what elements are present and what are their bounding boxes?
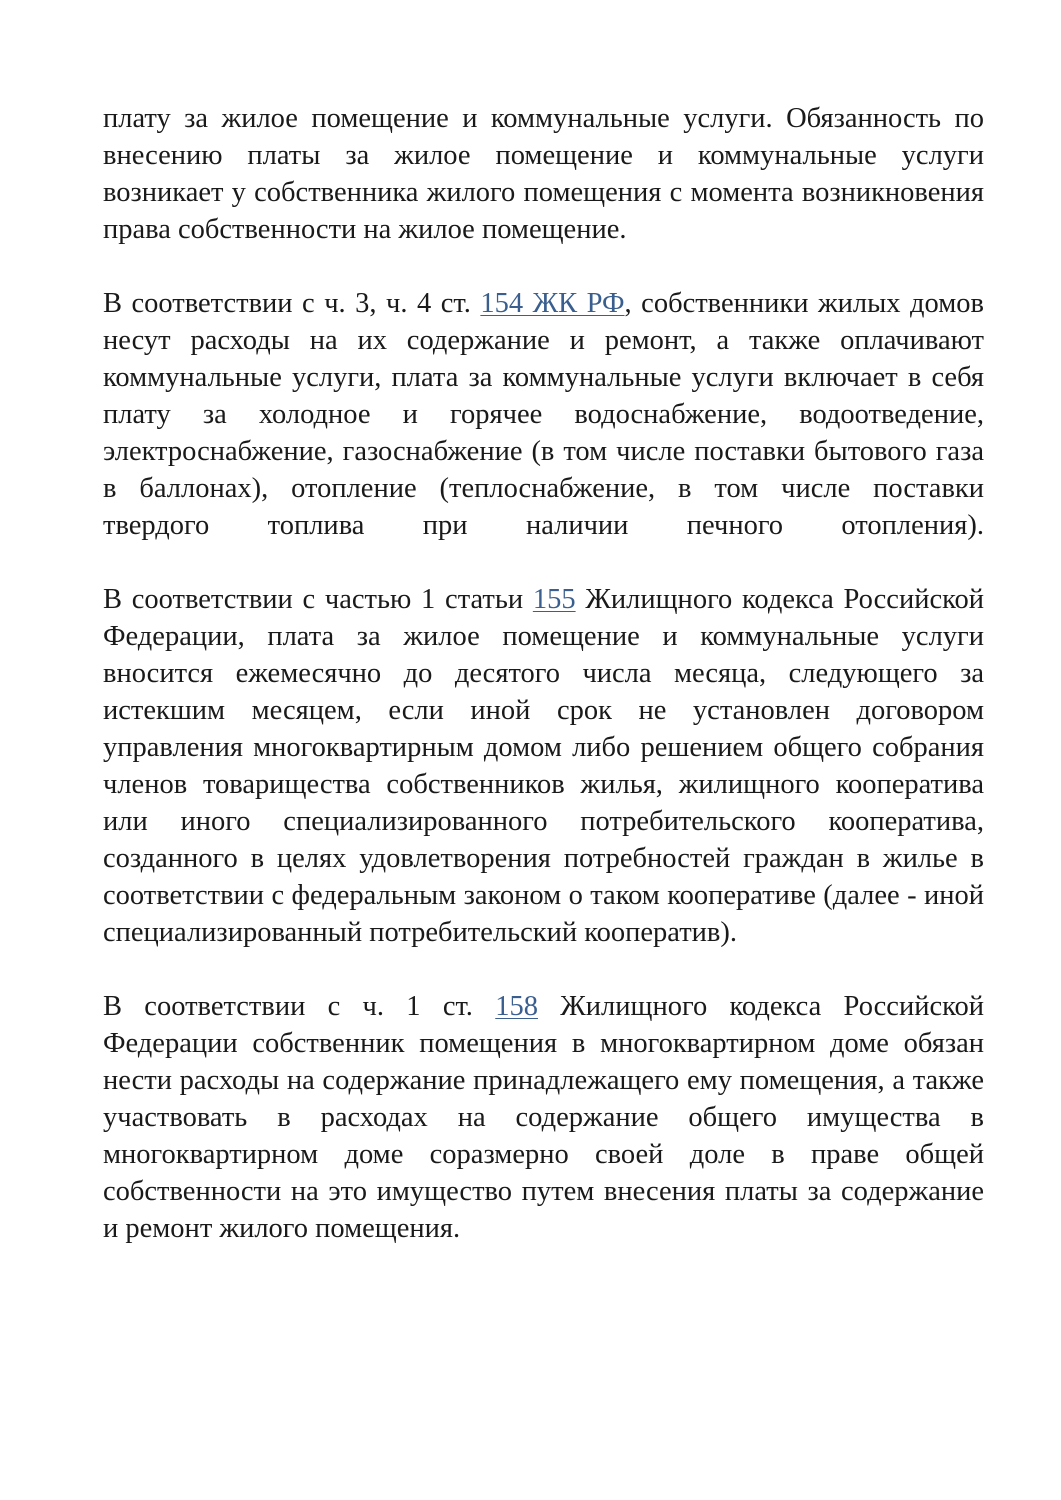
paragraph-text-before: В соответствии с частью 1 статьи bbox=[103, 584, 533, 615]
paragraph-payment-obligation: плату за жилое помещение и коммунальные услуги. Обязанность по внесению платы за жилое помещение и коммунальные услуги возникает у собственника жилого помещения с момента возникновения права собственности на жилое помещение. bbox=[103, 103, 984, 245]
paragraph-article-154 bbox=[103, 285, 984, 544]
paragraph-article-158 bbox=[103, 988, 984, 1247]
paragraph-article-155 bbox=[103, 581, 984, 951]
paragraph-text-after: , собственники жилых домов несут расходы на их содержание и ремонт, а также оплачивают коммунальные услуги, плата за коммунальные услуги включает в себя плату за холодное и горячее водоснабжение, водоотведение, электроснабжение, газоснабжение (в том числе поставки бытового газа в баллонах), отопление (теплоснабжение, в том числе поставки твердого топлива при наличии печного отопления). bbox=[103, 288, 984, 541]
paragraph-text-after: Жилищного кодекса Российской Федерации, плата за жилое помещение и коммунальные услуги вносится ежемесячно до десятого числа месяца, следующего за истекшим месяцем, если иной срок не установлен договором управления многоквартирным домом либо решением общего собрания членов товарищества собственников жилья, жилищного кооператива или иного специализированного потребительского кооператива, созданного в целях удовлетворения потребностей граждан в жилье в соответствии с федеральным законом о таком кооперативе (далее - иной специализированный потребительский кооператив). bbox=[103, 584, 984, 948]
paragraph-text-before: В соответствии с ч. 1 ст. bbox=[103, 991, 496, 1022]
link-article-158[interactable]: 158 bbox=[495, 991, 538, 1022]
link-article-154[interactable]: 154 ЖК РФ bbox=[480, 288, 625, 319]
document-page bbox=[103, 100, 984, 1247]
paragraph-text-before: В соответствии с ч. 3, ч. 4 ст. bbox=[103, 288, 481, 319]
paragraph-text-after: Жилищного кодекса Российской Федерации собственник помещения в многоквартирном доме обязан нести расходы на содержание принадлежащего ему помещения, а также участвовать в расходах на содержание общего имущества в многоквартирном доме соразмерно своей доле в праве общей собственности на это имущество путем внесения платы за содержание и ремонт жилого помещения. bbox=[103, 991, 985, 1244]
link-article-155[interactable]: 155 bbox=[532, 584, 576, 615]
